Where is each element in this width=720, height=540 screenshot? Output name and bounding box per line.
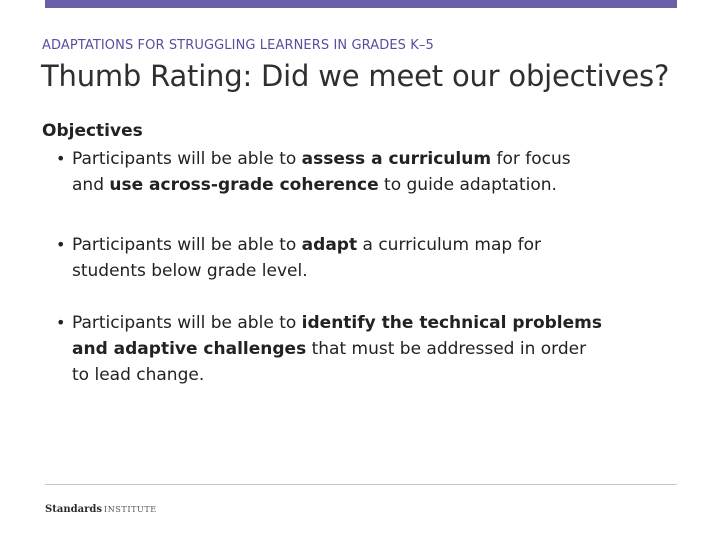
- bullet-icon: •: [56, 235, 66, 254]
- objective-emphasis: assess a curriculum: [301, 149, 492, 169]
- objective-text: that must be addressed in order to lead change.: [72, 339, 587, 385]
- objective-emphasis: identify the technical problems and adaptive challenges: [72, 313, 602, 359]
- objective-emphasis: adapt: [301, 235, 358, 255]
- bullet-icon: •: [56, 313, 66, 332]
- objective-item: [42, 146, 602, 198]
- objective-text: Participants will be able to: [72, 149, 302, 169]
- objective-text: a curriculum map for students below grade level.: [72, 235, 541, 281]
- objectives-heading: Objectives: [42, 121, 143, 141]
- standards-institute-logo: [45, 504, 157, 515]
- logo-text-strong: Standards: [45, 504, 102, 515]
- logo-text-light: INSTITUTE: [103, 505, 157, 514]
- slide-kicker: ADAPTATIONS FOR STRUGGLING LEARNERS IN GRADES K–5: [42, 38, 434, 53]
- top-accent-bar: [45, 0, 677, 8]
- slide-title: Thumb Rating: Did we meet our objectives?: [41, 59, 670, 93]
- objective-text: for focus and: [72, 149, 571, 195]
- bullet-icon: •: [56, 149, 66, 168]
- objective-text: to guide adaptation.: [378, 175, 557, 195]
- objective-emphasis: use across-grade coherence: [109, 175, 379, 195]
- objectives-list: [42, 146, 602, 388]
- objective-item: [42, 232, 602, 284]
- footer-divider: [45, 484, 677, 485]
- objective-item: [42, 310, 602, 388]
- objective-text: Participants will be able to: [72, 313, 302, 333]
- objective-text: Participants will be able to: [72, 235, 302, 255]
- objectives-section: [42, 121, 602, 422]
